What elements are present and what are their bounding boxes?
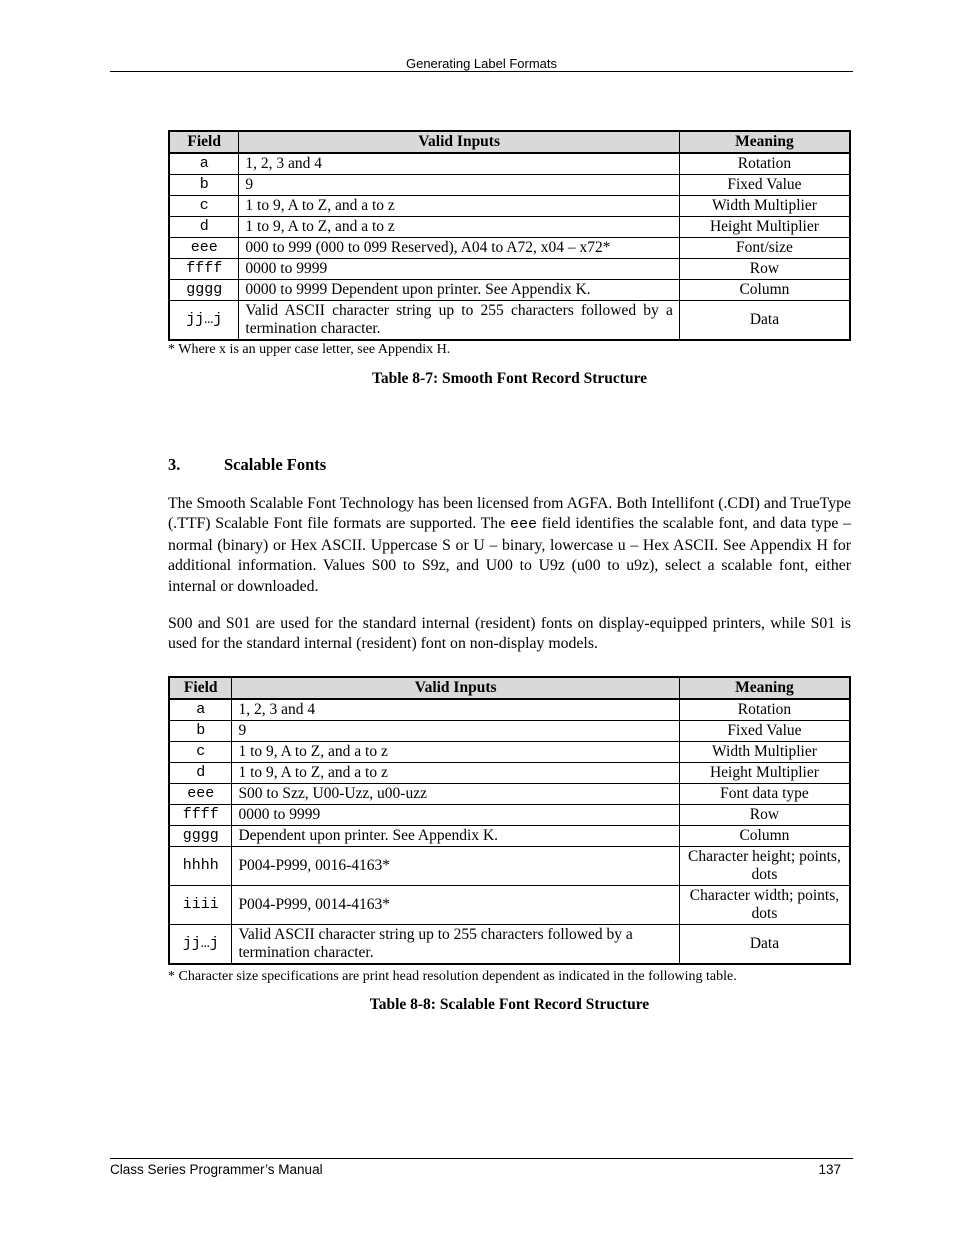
inputs-cell: 9	[232, 721, 679, 742]
meaning-cell: Column	[679, 280, 850, 301]
inputs-cell: Dependent upon printer. See Appendix K.	[232, 826, 679, 847]
inputs-cell: P004-P999, 0014-4163*	[232, 886, 679, 925]
field-cell: b	[169, 721, 232, 742]
field-cell: b	[169, 175, 239, 196]
inputs-cell: 0000 to 9999	[232, 805, 679, 826]
column-header-field: Field	[169, 677, 232, 699]
meaning-cell: Width Multiplier	[679, 196, 850, 217]
field-cell: c	[169, 196, 239, 217]
column-header-meaning: Meaning	[679, 677, 850, 699]
field-cell: gggg	[169, 280, 239, 301]
table-header-row	[169, 131, 850, 153]
inputs-cell: P004-P999, 0016-4163*	[232, 847, 679, 886]
field-cell: eee	[169, 784, 232, 805]
meaning-cell: Font data type	[679, 784, 850, 805]
table-row	[169, 826, 850, 847]
paragraph-resident-fonts: S00 and S01 are used for the standard internal (resident) fonts on display-equipped printers, while S01 is used for the standard internal (resident) font on non-display models.	[168, 615, 851, 653]
field-cell: a	[169, 153, 239, 175]
field-cell: d	[169, 763, 232, 784]
table-header-row	[169, 677, 850, 699]
inputs-cell: S00 to Szz, U00-Uzz, u00-uzz	[232, 784, 679, 805]
field-cell: ffff	[169, 805, 232, 826]
table-row	[169, 238, 850, 259]
header-rule	[110, 71, 853, 72]
inputs-cell: 1 to 9, A to Z, and a to z	[239, 217, 679, 238]
inputs-cell: 0000 to 9999 Dependent upon printer. See Appendix K.	[239, 280, 679, 301]
table-note: * Where x is an upper case letter, see Appendix H.	[168, 342, 451, 357]
table-row	[169, 805, 850, 826]
column-header-valid-inputs: Valid Inputs	[239, 131, 679, 153]
section-title: Scalable Fonts	[224, 455, 327, 474]
scalable-font-table	[168, 676, 851, 965]
page-number: 137	[818, 1162, 841, 1177]
meaning-cell: Rotation	[679, 699, 850, 721]
meaning-cell: Data	[679, 301, 850, 341]
column-header-meaning: Meaning	[679, 131, 850, 153]
field-cell: iiii	[169, 886, 232, 925]
table-row	[169, 301, 850, 341]
meaning-cell: Data	[679, 925, 850, 965]
inputs-cell: 1 to 9, A to Z, and a to z	[239, 196, 679, 217]
field-cell: gggg	[169, 826, 232, 847]
table-caption: Table 8-7: Smooth Font Record Structure	[371, 370, 648, 387]
table-row	[169, 847, 850, 886]
field-cell: jj…j	[169, 301, 239, 341]
field-cell: hhhh	[169, 847, 232, 886]
meaning-cell: Character height; points, dots	[679, 847, 850, 886]
page-header-title: Generating Label Formats	[405, 56, 558, 71]
table-row	[169, 259, 850, 280]
inputs-cell: 1, 2, 3 and 4	[232, 699, 679, 721]
table-row	[169, 280, 850, 301]
table-row	[169, 721, 850, 742]
inputs-cell: 1, 2, 3 and 4	[239, 153, 679, 175]
meaning-cell: Fixed Value	[679, 175, 850, 196]
paragraph-scalable-fonts	[168, 494, 851, 597]
meaning-cell: Row	[679, 259, 850, 280]
smooth-font-table	[168, 130, 851, 341]
meaning-cell: Height Multiplier	[679, 217, 850, 238]
inputs-cell: Valid ASCII character string up to 255 characters followed by a termination character.	[239, 301, 679, 341]
inputs-cell: 9	[239, 175, 679, 196]
table-row	[169, 763, 850, 784]
field-cell: jj…j	[169, 925, 232, 965]
table-row	[169, 925, 850, 965]
table-row	[169, 153, 850, 175]
table-row	[169, 742, 850, 763]
section-heading	[168, 455, 326, 475]
table-caption: Table 8-8: Scalable Font Record Structure	[369, 996, 650, 1013]
paragraph-text: field identifies the scalable font, and data type – normal (binary) or Hex ASCII. Uppercase S or U – binary, lowercase u – Hex ASCII. See Appendix H for additional information. Values S00 to S9z, and U00 to U9z (u00 to u9z), select a scalable font, either internal or downloaded.	[168, 515, 851, 595]
table-row	[169, 699, 850, 721]
field-cell: a	[169, 699, 232, 721]
section-number: 3.	[168, 455, 181, 474]
inputs-cell: 000 to 999 (000 to 099 Reserved), A04 to A72, x04 – x72*	[239, 238, 679, 259]
meaning-cell: Height Multiplier	[679, 763, 850, 784]
inline-code: eee	[509, 516, 537, 534]
inputs-cell: Valid ASCII character string up to 255 characters followed by a termination character.	[232, 925, 679, 965]
field-cell: d	[169, 217, 239, 238]
field-cell: c	[169, 742, 232, 763]
meaning-cell: Font/size	[679, 238, 850, 259]
inputs-cell: 1 to 9, A to Z, and a to z	[232, 742, 679, 763]
meaning-cell: Width Multiplier	[679, 742, 850, 763]
table-row	[169, 196, 850, 217]
table-row	[169, 217, 850, 238]
meaning-cell: Fixed Value	[679, 721, 850, 742]
meaning-cell: Row	[679, 805, 850, 826]
column-header-field: Field	[169, 131, 239, 153]
table-row	[169, 175, 850, 196]
table-row	[169, 784, 850, 805]
table-note: * Character size specifications are print head resolution dependent as indicated in the following table.	[168, 969, 737, 984]
inputs-cell: 1 to 9, A to Z, and a to z	[232, 763, 679, 784]
field-cell: eee	[169, 238, 239, 259]
field-cell: ffff	[169, 259, 239, 280]
paragraph-text: The Smooth Scalable Font Technology has been licensed from AGFA. Both Intellifont (.CDI) and TrueType (.TTF) Scalable Font file formats are supported. The	[168, 495, 851, 533]
inputs-cell: 0000 to 9999	[239, 259, 679, 280]
table-row	[169, 886, 850, 925]
footer-manual-title: Class Series Programmer’s Manual	[110, 1162, 323, 1177]
meaning-cell: Rotation	[679, 153, 850, 175]
column-header-valid-inputs: Valid Inputs	[232, 677, 679, 699]
footer-rule	[110, 1158, 853, 1159]
meaning-cell: Column	[679, 826, 850, 847]
meaning-cell: Character width; points, dots	[679, 886, 850, 925]
